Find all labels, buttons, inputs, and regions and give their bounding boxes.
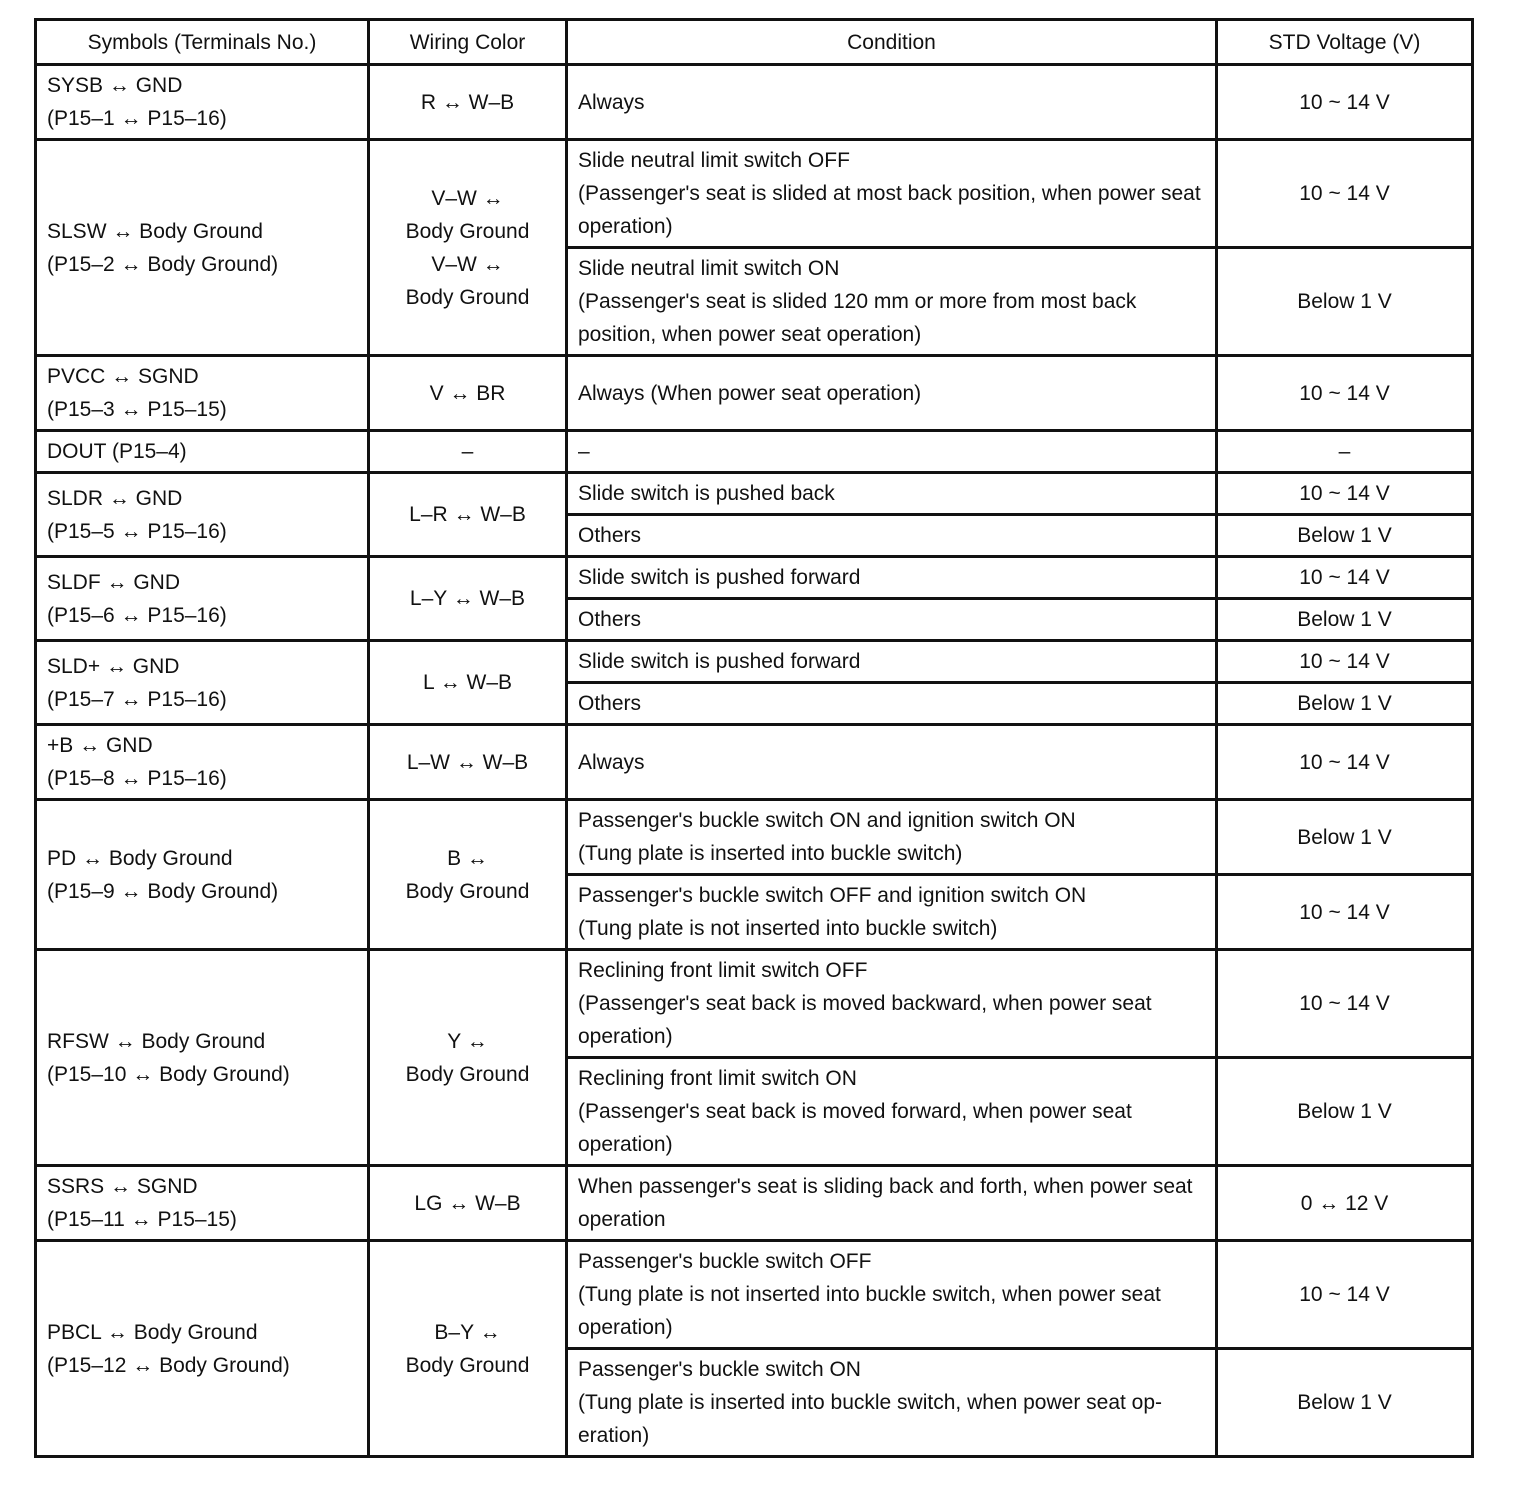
std-voltage-cell: Below 1 V <box>1217 1058 1473 1166</box>
wiring-color-cell: B ↔ Body Ground <box>369 800 567 950</box>
wiring-color-cell: V–W ↔ Body Ground V–W ↔ Body Ground <box>369 140 567 356</box>
condition-cell: Always (When power seat operation) <box>567 356 1217 431</box>
wiring-color-cell: L–R ↔ W–B <box>369 473 567 557</box>
std-voltage-cell: Below 1 V <box>1217 248 1473 356</box>
symbol-cell: PD ↔ Body Ground (P15–9 ↔ Body Ground) <box>36 800 369 950</box>
condition-cell: Always <box>567 65 1217 140</box>
condition-cell: – <box>567 431 1217 473</box>
table-row <box>36 65 1473 140</box>
wiring-color-cell: – <box>369 431 567 473</box>
table-row <box>36 557 1473 599</box>
symbol-cell: PBCL ↔ Body Ground (P15–12 ↔ Body Ground) <box>36 1241 369 1457</box>
condition-cell: Passenger's buckle switch OFF (Tung plate is not inserted into buckle switch, when power seat operation) <box>567 1241 1217 1349</box>
table-row <box>36 1241 1473 1349</box>
condition-cell: Passenger's buckle switch ON (Tung plate is inserted into buckle switch, when power seat op-eration) <box>567 1349 1217 1457</box>
condition-cell: Others <box>567 515 1217 557</box>
table-row <box>36 950 1473 1058</box>
std-voltage-cell: 10 ~ 14 V <box>1217 140 1473 248</box>
wiring-color-cell: L–W ↔ W–B <box>369 725 567 800</box>
std-voltage-cell: Below 1 V <box>1217 599 1473 641</box>
condition-cell: Passenger's buckle switch ON and ignition switch ON (Tung plate is inserted into buckle switch) <box>567 800 1217 875</box>
wiring-color-cell: V ↔ BR <box>369 356 567 431</box>
condition-cell: Others <box>567 599 1217 641</box>
header-condition: Condition <box>567 20 1217 65</box>
wiring-color-cell: L ↔ W–B <box>369 641 567 725</box>
std-voltage-cell: 10 ~ 14 V <box>1217 950 1473 1058</box>
std-voltage-cell: Below 1 V <box>1217 683 1473 725</box>
table-row <box>36 800 1473 875</box>
std-voltage-cell: 10 ~ 14 V <box>1217 641 1473 683</box>
std-voltage-cell: – <box>1217 431 1473 473</box>
table-row <box>36 356 1473 431</box>
std-voltage-cell: 10 ~ 14 V <box>1217 557 1473 599</box>
condition-cell: Slide neutral limit switch OFF (Passenger's seat is slided at most back position, when power seat operation) <box>567 140 1217 248</box>
std-voltage-cell: Below 1 V <box>1217 800 1473 875</box>
condition-cell: Always <box>567 725 1217 800</box>
table-header-row <box>36 20 1473 65</box>
symbol-cell: SSRS ↔ SGND (P15–11 ↔ P15–15) <box>36 1166 369 1241</box>
condition-cell: Passenger's buckle switch OFF and ignition switch ON (Tung plate is not inserted into buckle switch) <box>567 875 1217 950</box>
symbol-cell: PVCC ↔ SGND (P15–3 ↔ P15–15) <box>36 356 369 431</box>
wiring-color-cell: Y ↔ Body Ground <box>369 950 567 1166</box>
std-voltage-cell: 10 ~ 14 V <box>1217 725 1473 800</box>
symbol-cell: SYSB ↔ GND (P15–1 ↔ P15–16) <box>36 65 369 140</box>
symbol-cell: DOUT (P15–4) <box>36 431 369 473</box>
symbol-cell: SLSW ↔ Body Ground (P15–2 ↔ Body Ground) <box>36 140 369 356</box>
std-voltage-cell: 10 ~ 14 V <box>1217 356 1473 431</box>
symbol-cell: SLDF ↔ GND (P15–6 ↔ P15–16) <box>36 557 369 641</box>
condition-cell: Slide switch is pushed back <box>567 473 1217 515</box>
std-voltage-cell: 10 ~ 14 V <box>1217 875 1473 950</box>
condition-cell: Reclining front limit switch ON (Passenger's seat back is moved forward, when power seat operation) <box>567 1058 1217 1166</box>
std-voltage-cell: Below 1 V <box>1217 1349 1473 1457</box>
symbol-cell: SLDR ↔ GND (P15–5 ↔ P15–16) <box>36 473 369 557</box>
condition-cell: When passenger's seat is sliding back and forth, when power seat operation <box>567 1166 1217 1241</box>
wiring-color-cell: R ↔ W–B <box>369 65 567 140</box>
table-row <box>36 641 1473 683</box>
condition-cell: Slide switch is pushed forward <box>567 641 1217 683</box>
std-voltage-cell: 10 ~ 14 V <box>1217 65 1473 140</box>
condition-cell: Others <box>567 683 1217 725</box>
wiring-color-cell: L–Y ↔ W–B <box>369 557 567 641</box>
symbol-cell: SLD+ ↔ GND (P15–7 ↔ P15–16) <box>36 641 369 725</box>
header-std-voltage: STD Voltage (V) <box>1217 20 1473 65</box>
std-voltage-cell: 0 ↔ 12 V <box>1217 1166 1473 1241</box>
header-symbols: Symbols (Terminals No.) <box>36 20 369 65</box>
std-voltage-cell: 10 ~ 14 V <box>1217 473 1473 515</box>
terminal-voltage-table <box>34 18 1474 1458</box>
condition-cell: Slide neutral limit switch ON (Passenger's seat is slided 120 mm or more from most back position, when power seat operation) <box>567 248 1217 356</box>
table-row <box>36 473 1473 515</box>
wiring-color-cell: LG ↔ W–B <box>369 1166 567 1241</box>
std-voltage-cell: Below 1 V <box>1217 515 1473 557</box>
std-voltage-cell: 10 ~ 14 V <box>1217 1241 1473 1349</box>
condition-cell: Slide switch is pushed forward <box>567 557 1217 599</box>
table-row <box>36 140 1473 248</box>
table-row <box>36 725 1473 800</box>
header-wiring-color: Wiring Color <box>369 20 567 65</box>
table-body <box>36 65 1473 1457</box>
symbol-cell: RFSW ↔ Body Ground (P15–10 ↔ Body Ground) <box>36 950 369 1166</box>
condition-cell: Reclining front limit switch OFF (Passenger's seat back is moved backward, when power seat operation) <box>567 950 1217 1058</box>
wiring-color-cell: B–Y ↔ Body Ground <box>369 1241 567 1457</box>
table-row <box>36 431 1473 473</box>
table-row <box>36 1166 1473 1241</box>
symbol-cell: +B ↔ GND (P15–8 ↔ P15–16) <box>36 725 369 800</box>
